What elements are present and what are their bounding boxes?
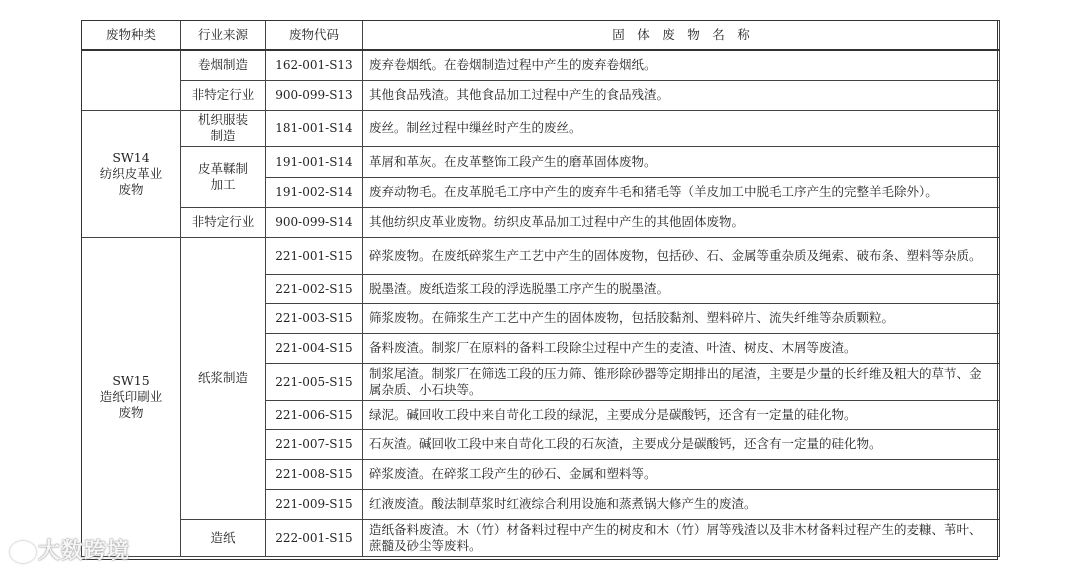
code-cell: 181-001-S14 (266, 110, 363, 146)
code-cell: 221-005-S15 (266, 363, 363, 400)
source-cell: 非特定行业 (181, 80, 266, 110)
code-cell: 222-001-S15 (266, 519, 363, 556)
table-row (82, 50, 1000, 80)
code-cell: 191-002-S14 (266, 177, 363, 207)
name-cell: 碎浆废渣。在碎浆工段产生的砂石、金属和塑料等。 (363, 459, 1000, 489)
name-cell: 废弃动物毛。在皮革脱毛工序中产生的废弃牛毛和猪毛等（羊皮加工中脱毛工序产生的完整羊毛除外）。 (363, 177, 1000, 207)
watermark-logo-icon (10, 541, 36, 563)
table-row (82, 146, 1000, 177)
code-cell: 191-001-S14 (266, 146, 363, 177)
source-cell: 非特定行业 (181, 207, 266, 237)
code-cell: 221-007-S15 (266, 429, 363, 459)
name-cell: 制浆尾渣。制浆厂在筛选工段的压力筛、锥形除砂器等定期排出的尾渣，主要是少量的长纤维及粗大的草节、金属杂质、小石块等。 (363, 363, 1000, 400)
category-cell (82, 50, 181, 110)
code-cell: 900-099-S14 (266, 207, 363, 237)
table-row (82, 110, 1000, 146)
name-cell: 造纸备料废渣。木（竹）材备料过程中产生的树皮和木（竹）屑等残渣以及非木材备料过程产生的麦糠、苇叶、蔗髓及砂尘等废料。 (363, 519, 1000, 556)
source-cell: 机织服装 制造 (181, 110, 266, 146)
category-cell: SW14 纺织皮革业 废物 (82, 110, 181, 237)
name-cell: 碎浆废物。在废纸碎浆生产工艺中产生的固体废物，包括砂、石、金属等重杂质及绳索、破布条、塑料等杂质。 (363, 237, 1000, 274)
code-cell: 221-008-S15 (266, 459, 363, 489)
name-cell: 绿泥。碱回收工段中来自苛化工段的绿泥，主要成分是碳酸钙，还含有一定量的硅化物。 (363, 400, 1000, 429)
code-cell: 221-004-S15 (266, 333, 363, 363)
header-waste-code: 废物代码 (266, 21, 363, 51)
header-waste-category: 废物种类 (82, 21, 181, 51)
table-row (82, 207, 1000, 237)
table-header-row (82, 21, 1000, 51)
watermark (10, 534, 130, 565)
table-row (82, 519, 1000, 556)
header-industry-source: 行业来源 (181, 21, 266, 51)
source-cell: 造纸 (181, 519, 266, 556)
code-cell: 221-002-S15 (266, 274, 363, 303)
waste-classification-table (81, 20, 1000, 557)
name-cell: 其他纺织皮革业废物。纺织皮革品加工过程中产生的其他固体废物。 (363, 207, 1000, 237)
code-cell: 900-099-S13 (266, 80, 363, 110)
name-cell: 脱墨渣。废纸造浆工段的浮选脱墨工序产生的脱墨渣。 (363, 274, 1000, 303)
code-cell: 221-001-S15 (266, 237, 363, 274)
source-cell: 卷烟制造 (181, 50, 266, 80)
name-cell: 废丝。制丝过程中缫丝时产生的废丝。 (363, 110, 1000, 146)
name-cell: 其他食品残渣。其他食品加工过程中产生的食品残渣。 (363, 80, 1000, 110)
name-cell: 红液废渣。酸法制草浆时红液综合利用设施和蒸煮锅大修产生的废渣。 (363, 489, 1000, 519)
source-cell: 纸浆制造 (181, 237, 266, 519)
code-cell: 221-006-S15 (266, 400, 363, 429)
name-cell: 废弃卷烟纸。在卷烟制造过程中产生的废弃卷烟纸。 (363, 50, 1000, 80)
name-cell: 石灰渣。碱回收工段中来自苛化工段的石灰渣，主要成分是碳酸钙，还含有一定量的硅化物。 (363, 429, 1000, 459)
code-cell: 221-009-S15 (266, 489, 363, 519)
watermark-text: 大数跨境 (38, 539, 131, 564)
header-waste-name: 固 体 废 物 名 称 (363, 21, 1000, 51)
category-cell: SW15 造纸印刷业 废物 (82, 237, 181, 556)
table-row (82, 237, 1000, 274)
name-cell: 备料废渣。制浆厂在原料的备料工段除尘过程中产生的麦渣、叶渣、树皮、木屑等废渣。 (363, 333, 1000, 363)
name-cell: 革屑和革灰。在皮革整饰工段产生的磨革固体废物。 (363, 146, 1000, 177)
table-row (82, 80, 1000, 110)
code-cell: 162-001-S13 (266, 50, 363, 80)
code-cell: 221-003-S15 (266, 303, 363, 333)
name-cell: 筛浆废物。在筛浆生产工艺中产生的固体废物，包括胶黏剂、塑料碎片、流失纤维等杂质颗粒。 (363, 303, 1000, 333)
source-cell: 皮革鞣制 加工 (181, 146, 266, 207)
